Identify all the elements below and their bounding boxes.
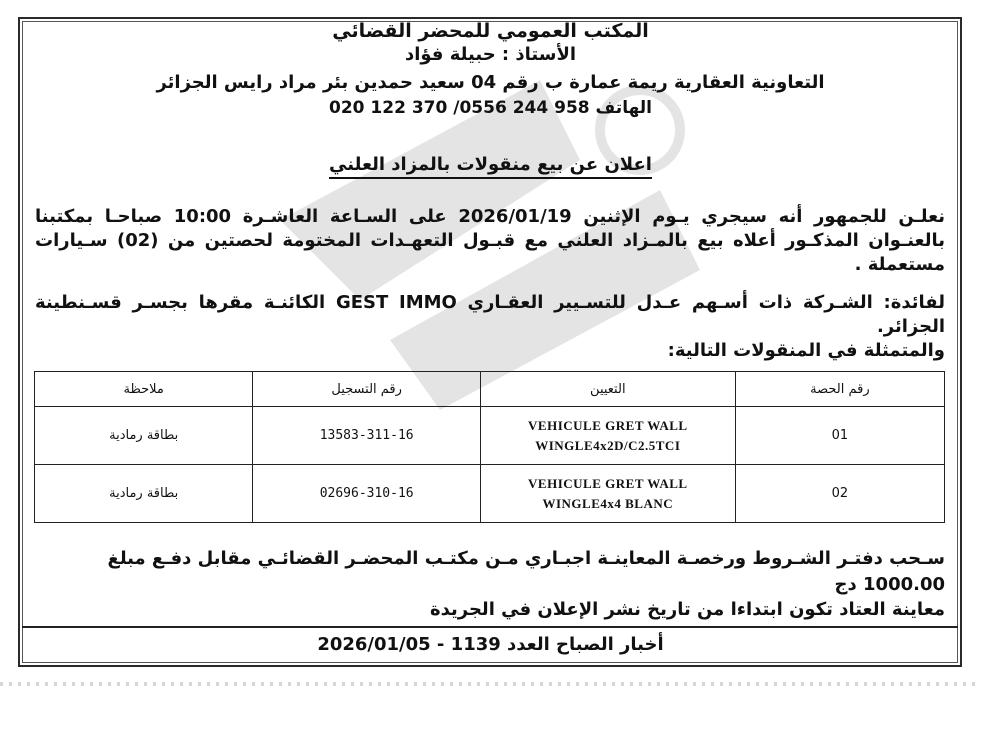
office-address: التعاونية العقارية ريمة عمارة ب رقم 04 سعيد حمدين بئر مراد رايس الجزائر [156,72,825,93]
designation [480,407,735,465]
lot-number: 01 [735,407,944,465]
table-row [35,407,945,465]
publication-line: أخبار الصباح العدد 1139 - 2026/01/05 [317,634,664,655]
footer-divider [22,626,958,628]
designation-line-1: VEHICULE GRET WALL [528,417,688,433]
notice-title [0,154,981,175]
designation [480,465,735,523]
registration-number: 02696-310-16 [253,465,481,523]
notice-paragraph-1: نعلـن للجمهور أنه سيجري يـوم الإثنين 2026/01/19 على السـاعة العاشـرة 10:00 صباحـا بمكتبنا بالعنـوان المذكـور أعلاه بيع بالمـزاد العلني مع قبـول التعهـدات المختومة لحصتين من (02) سـيارات مستعملة . [35,206,945,275]
col-registration-header: رقم التسجيل [253,372,481,407]
lot-number: 02 [735,465,944,523]
office-name: المكتب العمومي للمحضر القضائي [332,20,649,42]
col-note-header: ملاحظة [35,372,253,407]
inspection-text: معاينة العتاد تكون ابتداءا من تاريخ نشر الإعلان في الجريدة [429,599,945,620]
designation-line-1: VEHICULE GRET WALL [528,475,688,491]
notice-title-text: اعلان عن بيع منقولات بالمزاد العلني [329,154,652,179]
scan-artifact [0,682,981,686]
bailiff-name: الأستاذ : حبيلة فؤاد [404,44,577,65]
designation-line-2: WINGLE4x4 BLANC [542,495,674,511]
fee-amount: 1000.00 دج [834,574,945,595]
notice-paragraph-3: والمتمثلة في المنقولات التالية: [667,340,945,361]
office-phone: الهاتف 958 244 0556/ 370 122 020 [328,98,653,118]
designation-line-2: WINGLE4x2D/C2.5TCI [535,437,681,453]
table-row [35,465,945,523]
conditions-text: سـحب دفتـر الشـروط ورخصـة المعاينـة اجبـاري مـن مكتـب المحضـر القضائـي مقابل دفـع مبلغ [107,548,945,569]
col-lot-header: رقم الحصة [735,372,944,407]
col-designation-header: التعيين [480,372,735,407]
notice-paragraph-2: لفائدة: الشـركة ذات أسـهم عـدل للتسـيير العقـاري GEST IMMO الكائنـة مقرها بجسـر قسـنطينة الجزائر. [35,292,945,337]
lots-table [34,371,945,523]
registration-number: 13583-311-16 [253,407,481,465]
note: بطاقة رمادية [35,465,253,523]
table-header-row [35,372,945,407]
note: بطاقة رمادية [35,407,253,465]
